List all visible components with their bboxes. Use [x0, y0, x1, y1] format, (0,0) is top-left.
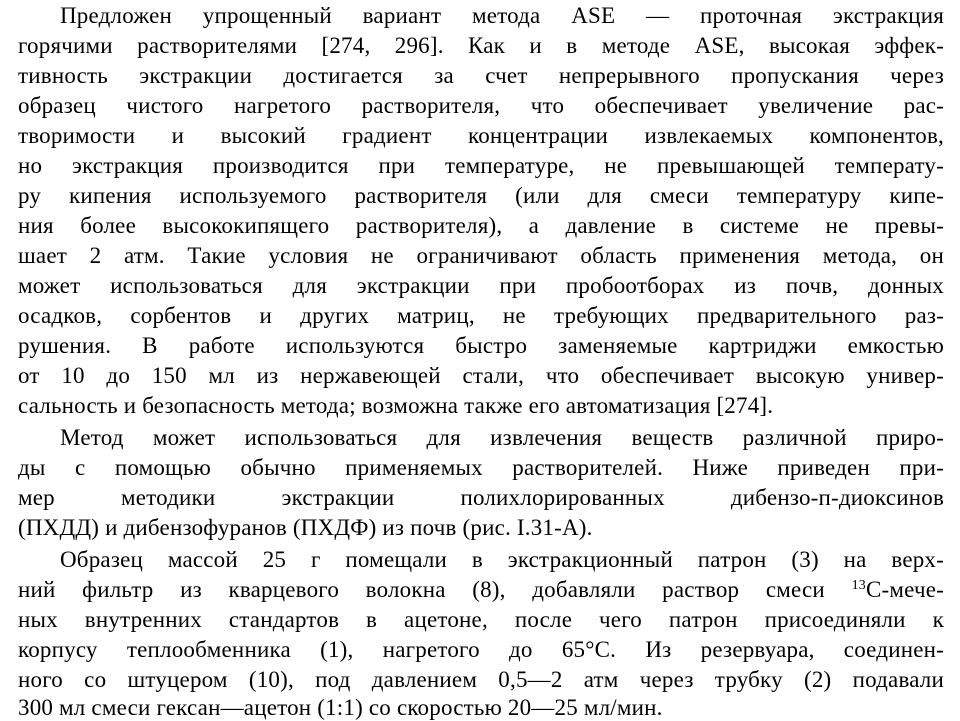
- paragraph-2-line-1: Метод может использоваться для извлечения веществ различной приро-: [60, 425, 944, 450]
- isotope-superscript: 13: [851, 578, 866, 593]
- paragraph-3-line-2: [18, 576, 944, 603]
- paragraph-2-line-3: мер методики экстракции полихлорированных дибензо-п-диоксинов: [18, 485, 944, 510]
- paragraph-1-line-11: осадков, сорбентов и других матриц, не требующих предварительного раз-: [18, 303, 944, 328]
- paragraph-1-line-8: ния более высококипящего растворителя), а давление в системе не превы-: [18, 213, 944, 238]
- paragraph-1-line-9: шает 2 атм. Такие условия не ограничивают область применения метода, он: [18, 243, 944, 268]
- paragraph-3-line-2-text: ний фильтр из кварцевого волокна (8), добавляли раствор смеси: [18, 577, 825, 602]
- paragraph-2-line-2: ды с помощью обычно применяемых растворителей. Ниже приведен при-: [18, 455, 944, 480]
- paragraph-1-line-4: образец чистого нагретого растворителя, что обеспечивает увеличение рас-: [18, 93, 944, 118]
- paragraph-3-line-1: Образец массой 25 г помещали в экстракционный патрон (3) на верх-: [60, 547, 944, 572]
- paragraph-1-line-6: но экстракция производится при температуре, не превышающей температу-: [18, 153, 944, 178]
- paragraph-1-line-7: ру кипения используемого растворителя (или для смеси температуру кипе-: [18, 183, 944, 208]
- paragraph-1-line-10: может использоваться для экстракции при пробоотборах из почв, донных: [18, 273, 944, 298]
- paragraph-1-line-2: горячими растворителями [274, 296]. Как и в методе ASE, высокая эффек-: [18, 33, 944, 58]
- paragraph-3-line-3: ных внутренних стандартов в ацетоне, после чего патрон присоединяли к: [18, 607, 944, 632]
- paragraph-3-line-4: корпусу теплообменника (1), нагретого до 65°С. Из резервуара, соединен-: [18, 637, 944, 662]
- paragraph-2-line-4: (ПХДД) и дибензофуранов (ПХДФ) из почв (рис. I.31-А).: [18, 515, 593, 540]
- paragraph-3-line-5: ного со штуцером (10), под давлением 0,5—2 атм через трубку (2) подавали: [18, 667, 944, 692]
- paragraph-1-line-14: сальность и безопасность метода; возможна также его автоматизация [274].: [18, 393, 774, 418]
- isotope-tail: С-мече-: [865, 577, 944, 602]
- paragraph-1-line-12: рушения. В работе используются быстро заменяемые картриджи емкостью: [18, 333, 944, 358]
- paragraph-3-line-6: 300 мл смеси гексан—ацетон (1:1) со скоростью 20—25 мл/мин.: [18, 695, 663, 720]
- paragraph-1-line-13: от 10 до 150 мл из нержавеющей стали, что обеспечивает высокую универ-: [18, 363, 944, 388]
- paragraph-1-line-5: творимости и высокий градиент концентрации извлекаемых компонентов,: [18, 123, 944, 148]
- paragraph-1-line-3: тивность экстракции достигается за счет непрерывного пропускания через: [18, 63, 944, 88]
- paragraph-1-line-1: Предложен упрощенный вариант метода ASE — проточная экстракция: [60, 3, 944, 28]
